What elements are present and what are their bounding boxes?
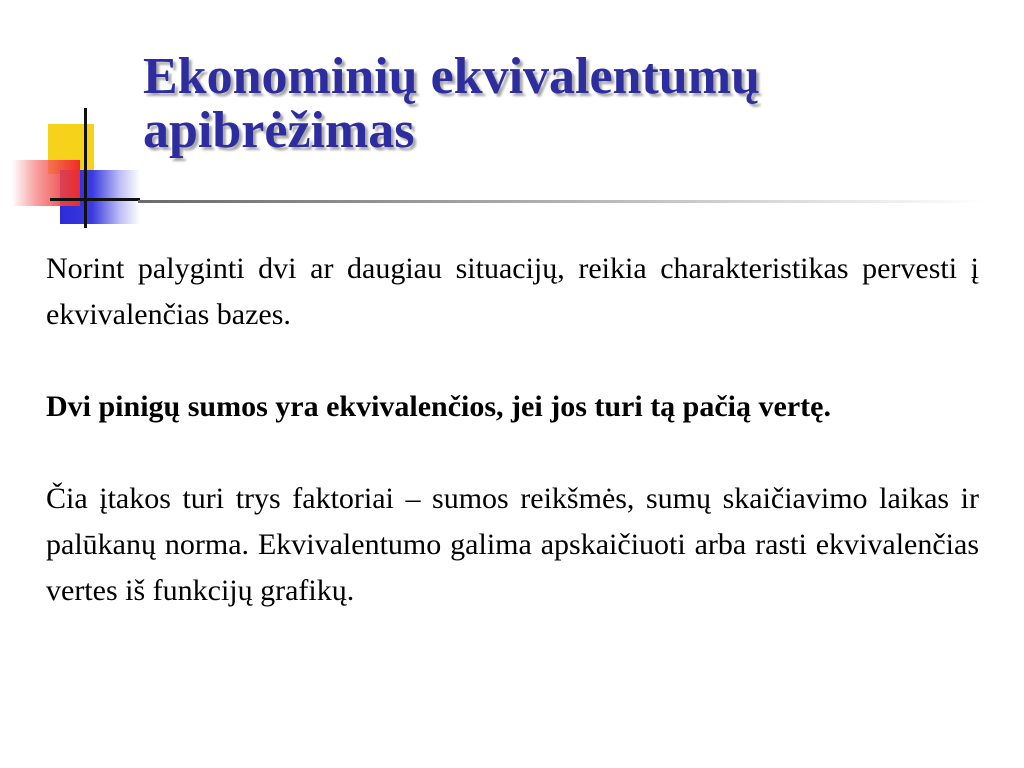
decoration-horizontal-line	[50, 198, 140, 201]
slide-title-line-2: apibrėžimas	[143, 102, 415, 159]
paragraph-intro: Norint palyginti dvi ar daugiau situacijų, reikia charakteristikas pervesti į ekvivalenčias bazes.	[46, 252, 979, 331]
slide-title-line-1: Ekonominių ekvivalentumų	[143, 48, 760, 105]
paragraph-definition: Dvi pinigų sumos yra ekvivalenčios, jei jos turi tą pačią vertę.	[46, 390, 831, 423]
slide-body	[46, 246, 979, 660]
title-underline	[138, 200, 984, 203]
paragraph-factors: Čia įtakos turi trys faktoriai – sumos reikšmės, sumų skaičiavimo laikas ir palūkanų norma. Ekvivalentumo galima apskaičiuoti arba rasti ekvivalenčias vertes iš funkcijų grafikų.	[46, 482, 979, 607]
title-decoration	[0, 0, 160, 240]
decoration-vertical-line	[84, 108, 87, 228]
slide-title	[143, 50, 1003, 158]
